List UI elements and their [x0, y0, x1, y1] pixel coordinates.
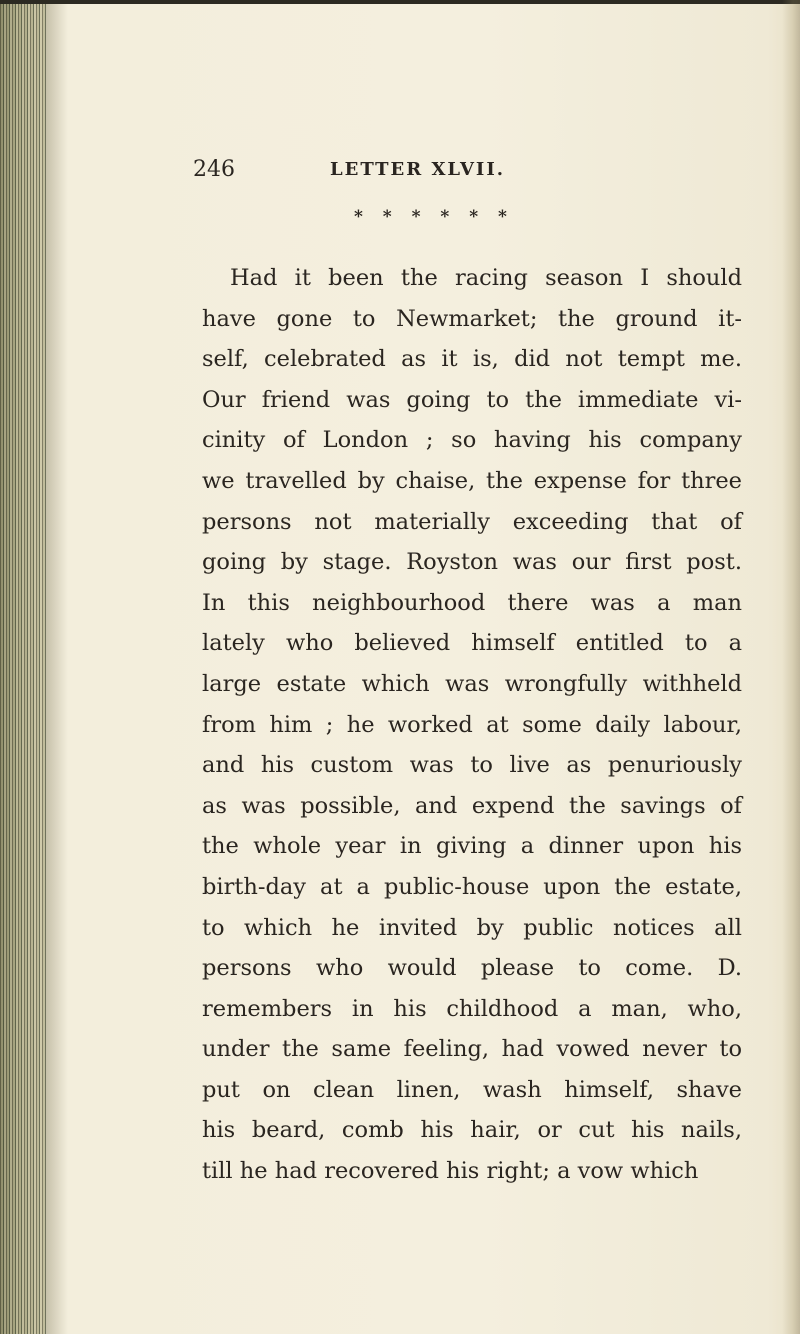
text-line: we travelled by chaise, the expense for three	[202, 467, 742, 494]
text-line: large estate which was wrongfully withheld	[202, 670, 742, 697]
text-line: birth-day at a public-house upon the estate,	[202, 873, 742, 900]
running-head: LETTER XLVII.	[330, 159, 506, 180]
text-line: remembers in his childhood a man, who,	[202, 995, 742, 1022]
text-line: persons not materially exceeding that of	[202, 508, 742, 535]
text-line: till he had recovered his right; a vow which	[202, 1158, 699, 1185]
text-line: self, celebrated as it is, did not tempt me.	[202, 346, 742, 373]
text-line: under the same feeling, had vowed never to	[202, 1036, 742, 1063]
page-top-edge	[0, 0, 800, 4]
text-line: lately who believed himself entitled to a	[202, 630, 742, 657]
binding-shadow	[46, 0, 68, 1334]
text-line: his beard, comb his hair, or cut his nails,	[202, 1117, 742, 1144]
text-line: put on clean linen, wash himself, shave	[202, 1076, 742, 1103]
text-line: from him ; he worked at some daily labour,	[202, 711, 742, 738]
text-line: Our friend was going to the immediate vi-	[202, 386, 742, 413]
text-line: have gone to Newmarket; the ground it-	[202, 305, 742, 332]
text-line: and his custom was to live as penuriously	[202, 752, 742, 779]
text-line: to which he invited by public notices all	[202, 914, 742, 941]
body-text	[202, 258, 742, 1192]
text-line: persons who would please to come. D.	[202, 955, 742, 982]
text-line: Had it been the racing season I should	[230, 265, 742, 291]
text-line: going by stage. Royston was our first post.	[202, 549, 742, 576]
page-number: 246	[193, 157, 235, 182]
page-header	[193, 157, 753, 187]
section-break: * * * * * *	[354, 207, 514, 227]
book-binding	[0, 0, 46, 1334]
text-line: In this neighbourhood there was a man	[202, 589, 742, 616]
text-line: cinity of London ; so having his company	[202, 427, 742, 454]
page-right-edge	[782, 0, 800, 1334]
text-line: as was possible, and expend the savings of	[202, 792, 742, 819]
text-line: the whole year in giving a dinner upon his	[202, 833, 742, 860]
